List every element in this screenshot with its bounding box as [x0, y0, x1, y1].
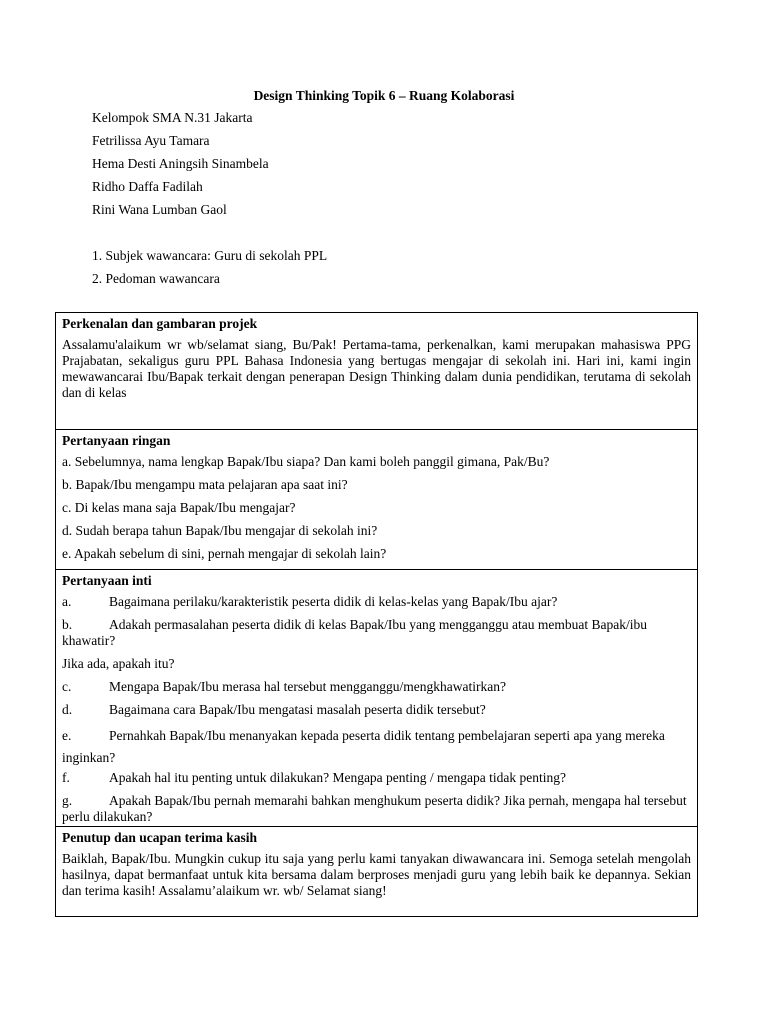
- question-text: Apakah hal itu penting untuk dilakukan? Mengapa penting / mengapa tidak penting?: [109, 770, 567, 785]
- section-light-row: [56, 430, 698, 570]
- section-core-row: [56, 570, 698, 827]
- question-letter: b.: [62, 617, 73, 632]
- question-text: Mengapa Bapak/Ibu merasa hal tersebut mengganggu/mengkhawatirkan?: [109, 679, 506, 694]
- section-core-cell: [56, 570, 698, 827]
- section-title: Perkenalan dan gambaran projek: [62, 316, 258, 331]
- question-item: [62, 770, 691, 786]
- question-letter: g.: [62, 793, 73, 808]
- question-item: [62, 617, 691, 649]
- question-text: Apakah Bapak/Ibu pernah memarahi bahkan menghukum peserta didik? Jika pernah, mengapa hal tersebut perlu dilakukan?: [62, 793, 687, 824]
- member-list: [92, 110, 269, 225]
- section-intro-row: [56, 313, 698, 430]
- question-item: c. Di kelas mana saja Bapak/Ibu mengajar?: [62, 500, 296, 515]
- question-item: [62, 793, 691, 825]
- numbered-list: [92, 248, 327, 294]
- section-title: Pertanyaan ringan: [62, 433, 171, 448]
- list-item: 1. Subjek wawancara: Guru di sekolah PPL: [92, 248, 328, 263]
- question-item: [62, 679, 691, 695]
- question-item: [62, 702, 691, 718]
- list-item: 2. Pedoman wawancara: [92, 271, 220, 286]
- question-letter: f.: [62, 770, 70, 785]
- intro-text: Assalamu'alaikum wr wb/selamat siang, Bu/Pak! Pertama-tama, perkenalkan, kami merupakan mahasiswa PPG Prajabatan, sekaligus guru PPL Bahasa Indonesia yang bertugas mengajar di sekolah ini. Hari ini, kami ingin mewawancarai Ibu/Bapak terkait dengan penerapan Design Thinking dalam dunia pendidikan, terutama di sekolah dan di kelas: [62, 337, 691, 400]
- section-title: Penutup dan ucapan terima kasih: [62, 830, 258, 845]
- section-intro-cell: [56, 313, 698, 430]
- question-text: Pernahkah Bapak/Ibu menanyakan kepada peserta didik tentang pembelajaran seperti apa yang mereka inginkan?: [62, 728, 665, 765]
- member-name: Fetrilissa Ayu Tamara: [92, 133, 210, 148]
- section-closing-row: [56, 827, 698, 917]
- member-name: Hema Desti Aningsih Sinambela: [92, 156, 269, 171]
- member-name: Ridho Daffa Fadilah: [92, 179, 203, 194]
- question-item: d. Sudah berapa tahun Bapak/Ibu mengajar di sekolah ini?: [62, 523, 378, 538]
- question-letter: a.: [62, 594, 72, 609]
- document-title: Design Thinking Topik 6 – Ruang Kolaborasi: [253, 88, 515, 103]
- question-item: b. Bapak/Ibu mengampu mata pelajaran apa saat ini?: [62, 477, 348, 492]
- question-letter: d.: [62, 702, 73, 717]
- section-closing-cell: [56, 827, 698, 917]
- question-item: [62, 725, 691, 769]
- question-text: Bagaimana cara Bapak/Ibu mengatasi masalah peserta didik tersebut?: [109, 702, 486, 717]
- question-letter: c.: [62, 679, 72, 694]
- member-name: Rini Wana Lumban Gaol: [92, 202, 227, 217]
- closing-text: Baiklah, Bapak/Ibu. Mungkin cukup itu saja yang perlu kami tanyakan diwawancara ini. Semoga setelah mengolah hasilnya, dapat bermanfaat untuk kita bersama dalam berproses menjadi guru yang lebih baik ke depannya. Sekian dan terima kasih! Assalamu’alaikum wr. wb/ Selamat siang!: [62, 851, 691, 898]
- question-text: Jika ada, apakah itu?: [62, 656, 175, 671]
- question-followup: [62, 656, 691, 672]
- group-name: Kelompok SMA N.31 Jakarta: [92, 110, 253, 125]
- question-text: Adakah permasalahan peserta didik di kelas Bapak/Ibu yang mengganggu atau membuat Bapak/ibu khawatir?: [62, 617, 647, 648]
- question-item: a. Sebelumnya, nama lengkap Bapak/Ibu siapa? Dan kami boleh panggil gimana, Pak/Bu?: [62, 454, 550, 469]
- section-title: Pertanyaan inti: [62, 573, 152, 588]
- question-item: e. Apakah sebelum di sini, pernah mengajar di sekolah lain?: [62, 546, 387, 561]
- section-light-cell: [56, 430, 698, 570]
- question-letter: e.: [62, 728, 72, 743]
- interview-guide-table: [55, 312, 698, 917]
- question-item: [62, 594, 691, 610]
- question-text: Bagaimana perilaku/karakteristik peserta didik di kelas-kelas yang Bapak/Ibu ajar?: [109, 594, 558, 609]
